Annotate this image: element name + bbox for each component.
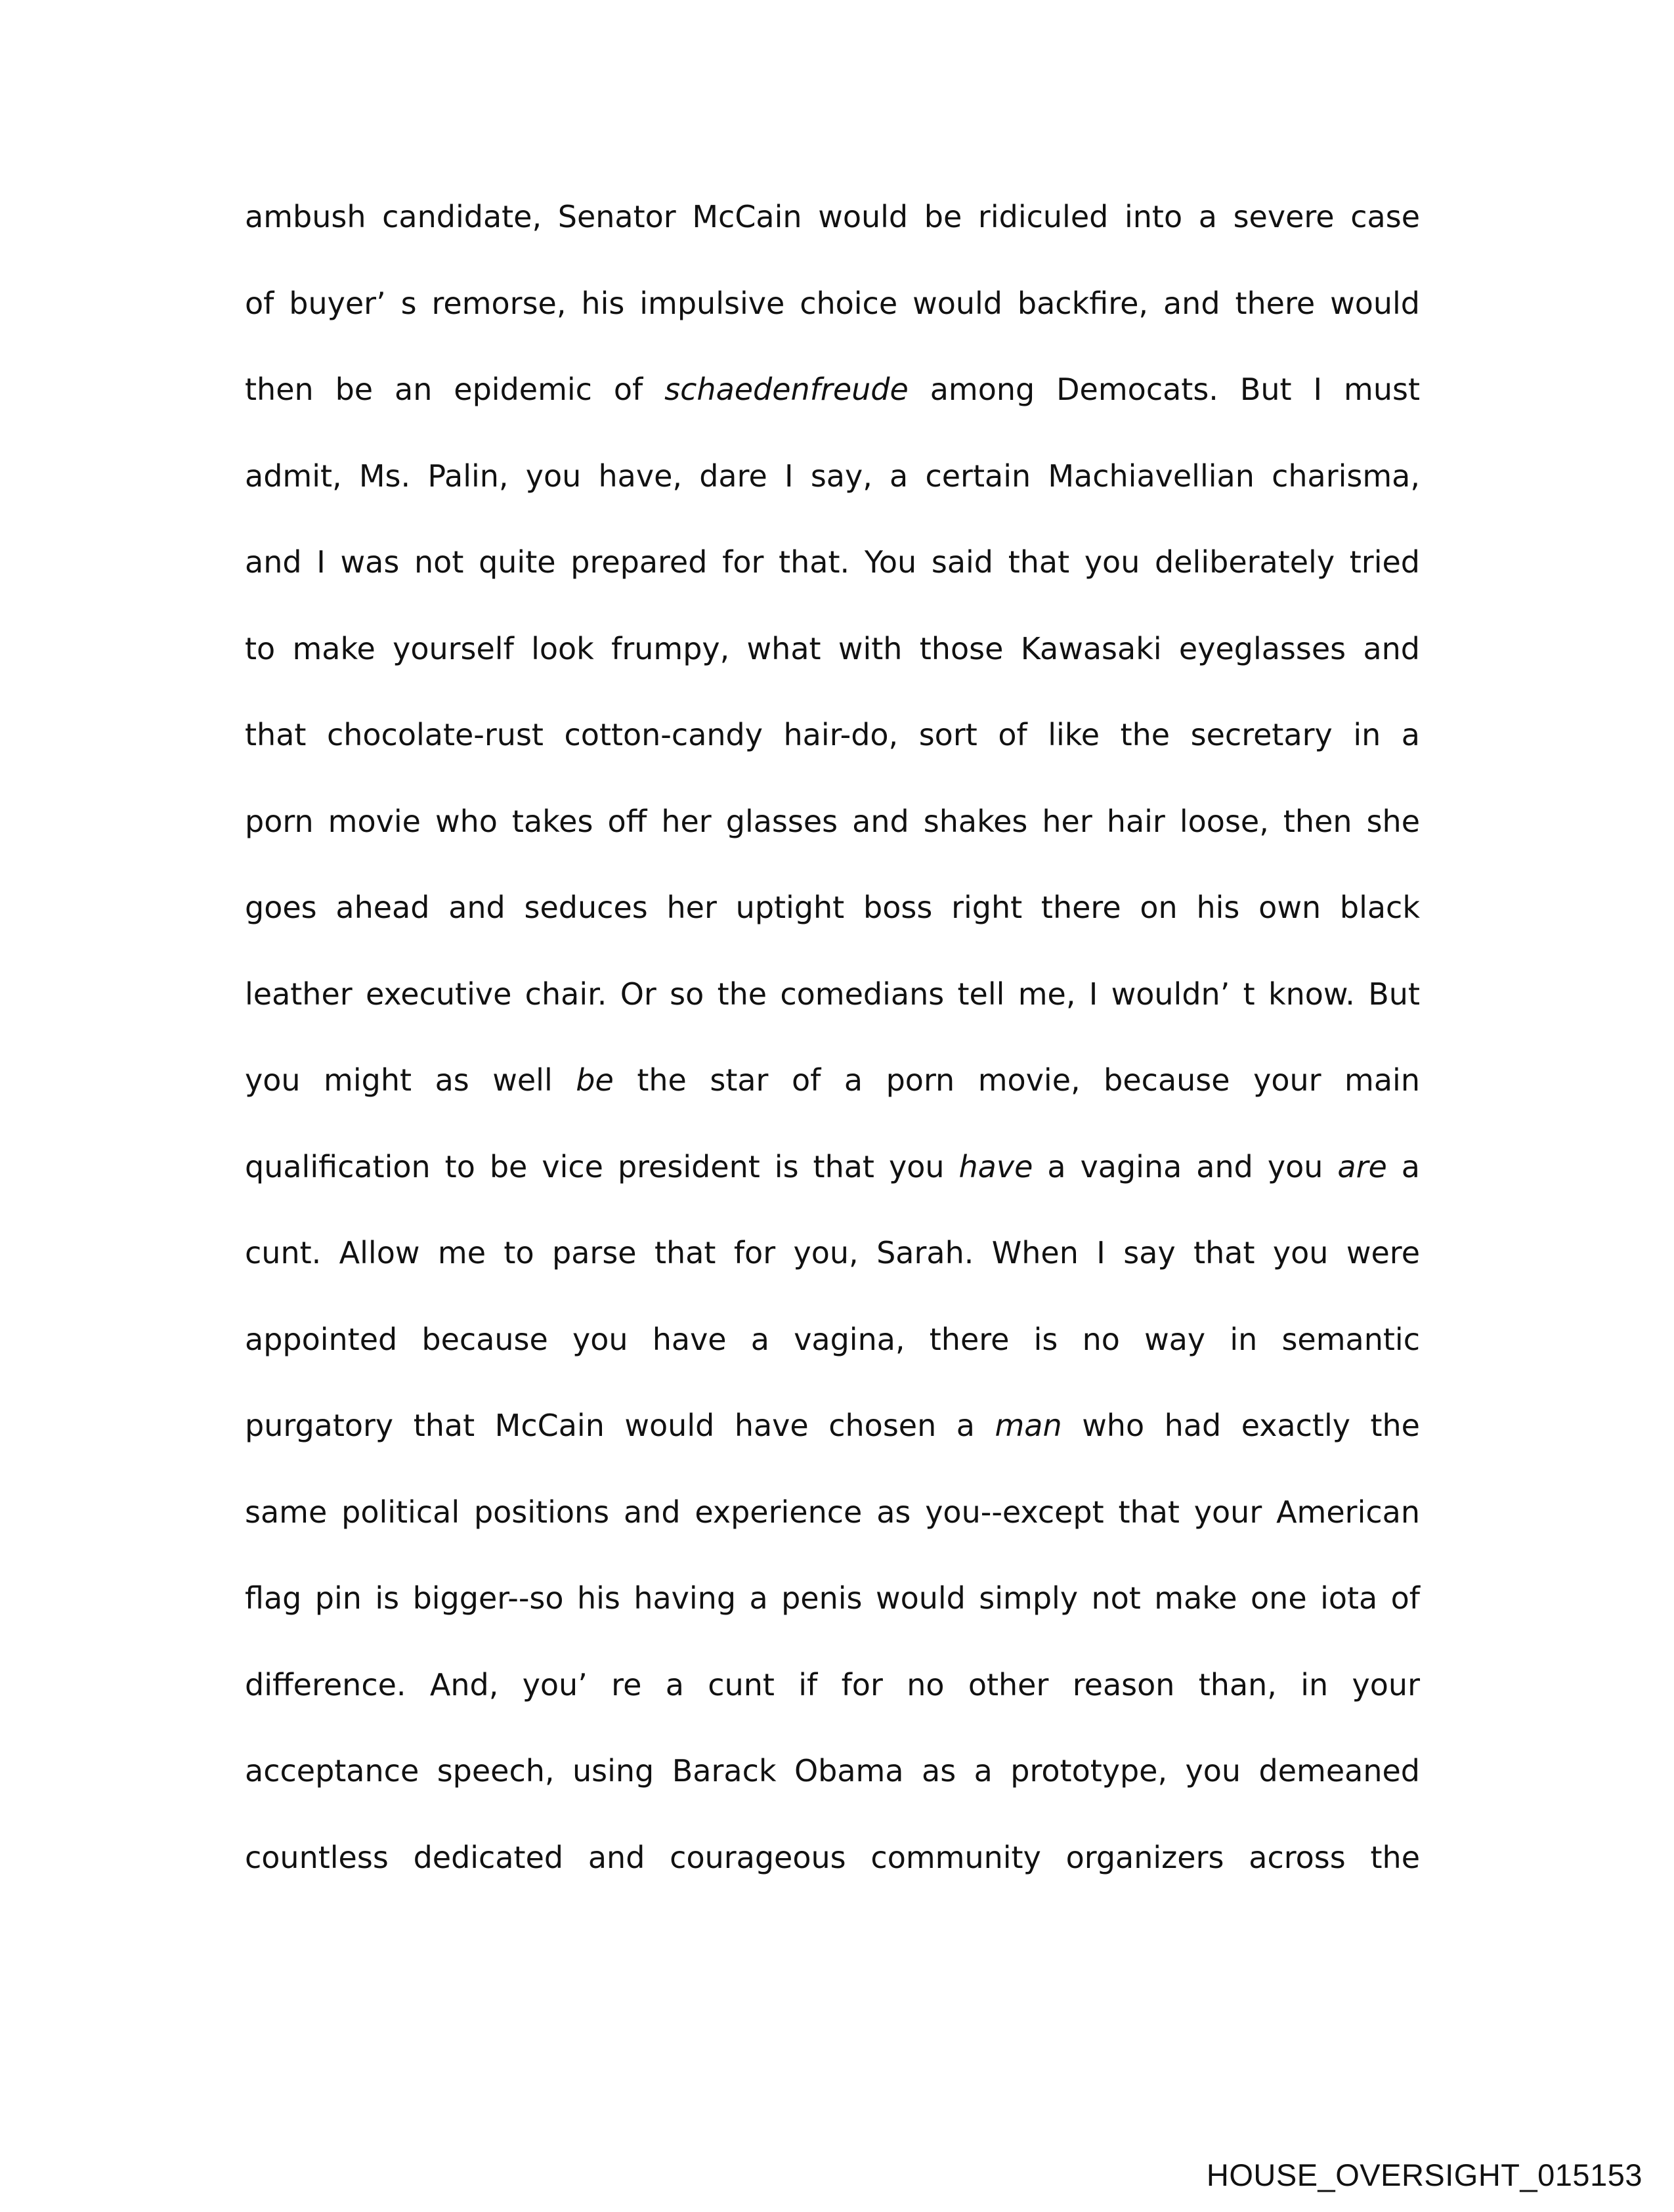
text-line-content	[245, 795, 1420, 848]
text-line-content	[245, 1659, 1420, 1711]
text-segment: admit, Ms. Palin, you have, dare I say, a certain Machiavellian charisma,	[245, 458, 1420, 494]
text-line	[245, 622, 1420, 709]
text-line-content	[245, 708, 1420, 761]
text-segment: you might as well	[245, 1062, 576, 1098]
text-line-content	[245, 1140, 1420, 1193]
italic-text: have	[958, 1148, 1033, 1184]
text-line-content	[245, 277, 1420, 330]
text-segment: flag pin is bigger--so his having a penis would simply not make one iota of	[245, 1580, 1420, 1616]
text-line	[245, 1399, 1420, 1486]
text-segment: a	[1386, 1148, 1420, 1184]
text-line-content	[245, 1572, 1420, 1624]
text-segment: and I was not quite prepared for that. You said that you deliberately tried	[245, 544, 1420, 580]
text-line-content	[245, 881, 1420, 934]
text-line	[245, 1054, 1420, 1140]
text-segment: that chocolate-rust cotton-candy hair-do, sort of like the secretary in a	[245, 717, 1420, 752]
text-line-content	[245, 536, 1420, 588]
text-line-content	[245, 968, 1420, 1020]
text-line-content	[245, 1226, 1420, 1279]
text-segment: acceptance speech, using Barack Obama as a prototype, you demeaned	[245, 1753, 1420, 1789]
text-segment: among Democats. But I must	[908, 372, 1420, 407]
text-segment: to make yourself look frumpy, what with those Kawasaki eyeglasses and	[245, 630, 1420, 666]
italic-text: are	[1337, 1148, 1387, 1184]
text-segment: same political positions and experience as you--except that your American	[245, 1494, 1420, 1530]
text-segment: goes ahead and seduces her uptight boss right there on his own black	[245, 890, 1420, 925]
text-line-content	[245, 190, 1420, 243]
text-segment: who had exactly the	[1062, 1408, 1420, 1443]
text-line	[245, 277, 1420, 364]
body-text	[245, 190, 1420, 1917]
text-line	[245, 968, 1420, 1054]
text-line-content	[245, 1399, 1420, 1452]
text-segment: ambush candidate, Senator McCain would be ridiculed into a severe case	[245, 199, 1420, 234]
text-line	[245, 1486, 1420, 1572]
text-line-content	[245, 1831, 1420, 1884]
text-line-content	[245, 1313, 1420, 1366]
text-line-content	[245, 363, 1420, 416]
text-segment: the star of a porn movie, because your main	[613, 1062, 1420, 1098]
text-segment: cunt. Allow me to parse that for you, Sarah. When I say that you were	[245, 1235, 1420, 1270]
text-line	[245, 1745, 1420, 1831]
text-segment: appointed because you have a vagina, there is no way in semantic	[245, 1321, 1420, 1357]
text-line-content	[245, 450, 1420, 502]
text-line	[245, 1659, 1420, 1745]
text-line	[245, 1140, 1420, 1227]
text-segment: leather executive chair. Or so the comedians tell me, I wouldn’ t know. But	[245, 976, 1420, 1012]
text-line	[245, 536, 1420, 622]
text-segment: qualification to be vice president is that you	[245, 1148, 959, 1184]
text-line	[245, 1226, 1420, 1313]
text-line-content	[245, 622, 1420, 675]
text-segment: of buyer’ s remorse, his impulsive choice would backfire, and there would	[245, 285, 1420, 321]
text-line	[245, 1313, 1420, 1400]
text-line-content	[245, 1745, 1420, 1797]
text-line-content	[245, 1486, 1420, 1538]
text-line-content	[245, 1054, 1420, 1106]
text-segment: a vagina and you	[1033, 1148, 1338, 1184]
text-line	[245, 708, 1420, 795]
italic-text: man	[995, 1408, 1062, 1443]
text-segment: difference. And, you’ re a cunt if for no other reason than, in your	[245, 1666, 1420, 1702]
text-segment: then be an epidemic of	[245, 372, 665, 407]
text-line	[245, 1572, 1420, 1659]
text-line	[245, 190, 1420, 277]
italic-text: be	[576, 1062, 614, 1098]
text-line	[245, 795, 1420, 882]
text-line	[245, 1831, 1420, 1918]
italic-text: schaedenfreude	[664, 372, 909, 407]
text-line	[245, 881, 1420, 968]
text-segment: porn movie who takes off her glasses and shakes her hair loose, then she	[245, 803, 1420, 839]
text-line	[245, 450, 1420, 536]
text-line	[245, 363, 1420, 450]
bates-number: HOUSE_OVERSIGHT_015153	[1206, 2158, 1642, 2192]
text-segment: countless dedicated and courageous community organizers across the	[245, 1839, 1420, 1875]
text-segment: purgatory that McCain would have chosen a	[245, 1408, 995, 1443]
